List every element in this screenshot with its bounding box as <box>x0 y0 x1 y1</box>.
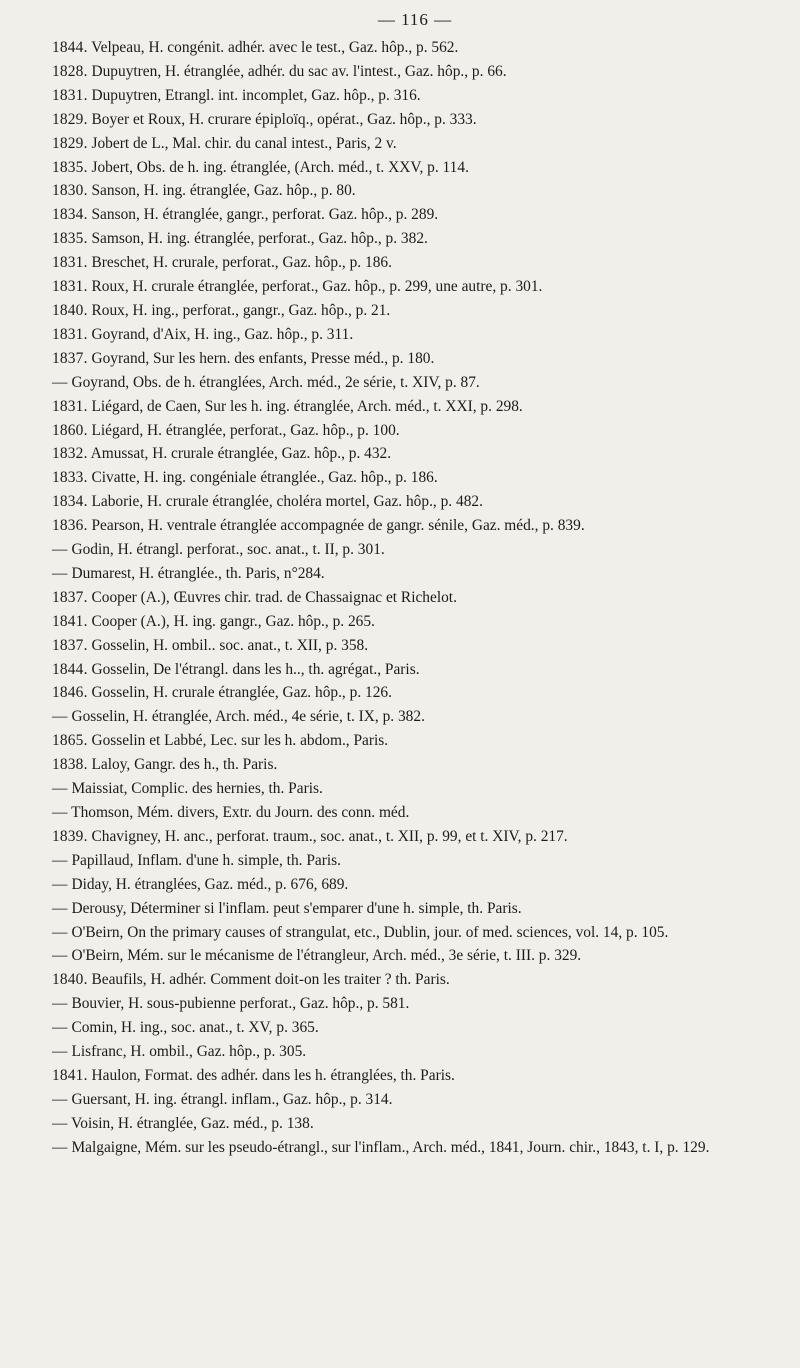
bibliography-entry <box>52 347 760 371</box>
bibliography-entry <box>52 203 760 227</box>
entry-text: Dumarest, H. étranglée., th. Paris, n°284. <box>71 564 325 582</box>
entry-year: — <box>52 708 68 726</box>
entry-text: Diday, H. étranglées, Gaz. méd., p. 676, 689. <box>71 875 349 893</box>
entry-year: — <box>52 1043 68 1061</box>
entry-year: 1844. <box>52 660 88 678</box>
entry-year: 1831. <box>52 278 88 296</box>
entry-year: — <box>52 1114 68 1132</box>
entry-text: Liégard, de Caen, Sur les h. ing. étranglée, Arch. méd., t. XXI, p. 298. <box>91 397 523 415</box>
bibliography-entry <box>52 562 760 586</box>
entry-year: — <box>52 995 68 1013</box>
entry-year: 1829. <box>52 110 88 128</box>
entry-year: 1837. <box>52 636 88 654</box>
bibliography-entry <box>52 777 760 801</box>
bibliography-entry <box>52 681 760 705</box>
entry-text: Samson, H. ing. étranglée, perforat., Gaz. hôp., p. 382. <box>91 230 428 248</box>
bibliography-entry <box>52 921 760 945</box>
entry-year: 1837. <box>52 588 88 606</box>
bibliography-entry <box>52 968 760 992</box>
entry-text: Thomson, Mém. divers, Extr. du Journ. des conn. méd. <box>71 804 410 821</box>
page-number: — 116 — <box>377 10 453 29</box>
bibliography-entry <box>52 371 760 395</box>
entry-text: Dupuytren, H. étranglée, adhér. du sac av. l'intest., Gaz. hôp., p. 66. <box>91 62 507 80</box>
entry-year: 1834. <box>52 493 88 511</box>
entry-text: O'Beirn, Mém. sur le mécanisme de l'étrangleur, Arch. méd., 3e série, t. III. p. 329. <box>71 947 582 965</box>
entry-text: Haulon, Format. des adhér. dans les h. étranglées, th. Paris. <box>91 1066 455 1084</box>
bibliography-entry <box>52 36 760 60</box>
bibliography-entry <box>52 1040 760 1064</box>
entry-text: Cooper (A.), H. ing. gangr., Gaz. hôp., p. 265. <box>91 612 375 630</box>
entry-text: Malgaigne, Mém. sur les pseudo-étrangl., sur l'inflam., Arch. méd., 1841, Journ. chir., 1843, t. I, p. 129. <box>71 1138 710 1156</box>
entry-year: 1841. <box>52 612 88 630</box>
entry-text: Roux, H. crurale étranglée, perforat., Gaz. hôp., p. 299, une autre, p. 301. <box>91 278 543 296</box>
entry-year: — <box>52 923 68 941</box>
bibliography-entry <box>52 227 760 251</box>
entry-year: 1834. <box>52 206 88 224</box>
entry-text: Roux, H. ing., perforat., gangr., Gaz. hôp., p. 21. <box>91 301 391 319</box>
entry-year: — <box>52 780 68 798</box>
entry-text: Goyrand, d'Aix, H. ing., Gaz. hôp., p. 311. <box>91 325 354 343</box>
entry-year: 1831. <box>52 86 88 104</box>
bibliography-entry <box>52 1136 760 1160</box>
entry-text: Laborie, H. crurale étranglée, choléra mortel, Gaz. hôp., p. 482. <box>91 493 483 511</box>
bibliography-entry <box>52 586 760 610</box>
bibliography-entry <box>52 108 760 132</box>
entry-text: Derousy, Déterminer si l'inflam. peut s'emparer d'une h. simple, th. Paris. <box>71 899 522 917</box>
bibliography-entry <box>52 897 760 921</box>
bibliography-entry <box>52 610 760 634</box>
bibliography-entry <box>52 1088 760 1112</box>
bibliography-entry <box>52 419 760 443</box>
bibliography-entry <box>52 156 760 180</box>
entry-year: — <box>52 1138 68 1156</box>
entry-year: 1835. <box>52 230 88 248</box>
bibliography-entry <box>52 801 760 825</box>
bibliography-entry <box>52 84 760 108</box>
entry-text: Gosselin, De l'étrangl. dans les h.., th. agrégat., Paris. <box>91 660 420 678</box>
entry-year: 1835. <box>52 158 88 176</box>
entry-text: Voisin, H. étranglée, Gaz. méd., p. 138. <box>71 1114 314 1132</box>
entry-year: — <box>52 899 68 917</box>
entry-year: 1838. <box>52 756 88 774</box>
entry-text: Lisfranc, H. ombil., Gaz. hôp., p. 305. <box>71 1043 307 1061</box>
entry-text: Goyrand, Obs. de h. étranglées, Arch. méd., 2e série, t. XIV, p. 87. <box>71 373 480 391</box>
bibliography-entry <box>52 323 760 347</box>
entry-text: Beaufils, H. adhér. Comment doit-on les traiter ? th. Paris. <box>91 971 450 989</box>
entry-text: Breschet, H. crurale, perforat., Gaz. hôp., p. 186. <box>91 254 392 272</box>
entry-text: O'Beirn, On the primary causes of strangulat, etc., Dublin, jour. of med. sciences, vol. 14, p. 105. <box>71 923 669 941</box>
bibliography-entry <box>52 1064 760 1088</box>
entry-year: 1836. <box>52 517 88 535</box>
entry-year: — <box>52 1019 68 1037</box>
entry-text: Liégard, H. étranglée, perforat., Gaz. hôp., p. 100. <box>91 421 400 439</box>
entry-year: 1839. <box>52 827 88 845</box>
bibliography-entry <box>52 299 760 323</box>
bibliography-entry <box>52 179 760 203</box>
entry-text: Jobert de L., Mal. chir. du canal intest., Paris, 2 v. <box>91 134 397 152</box>
bibliography-entry <box>52 849 760 873</box>
bibliography-entry <box>52 658 760 682</box>
entry-year: 1831. <box>52 254 88 272</box>
entry-text: Sanson, H. étranglée, gangr., perforat. Gaz. hôp., p. 289. <box>91 206 439 224</box>
entry-year: — <box>52 564 68 582</box>
entry-year: 1846. <box>52 684 88 702</box>
bibliography-entry <box>52 729 760 753</box>
entry-text: Gosselin, H. ombil.. soc. anat., t. XII, p. 358. <box>91 636 369 654</box>
entry-year: — <box>52 373 68 391</box>
entry-year: — <box>52 541 68 559</box>
bibliography-entry <box>52 944 760 968</box>
entry-text: Goyrand, Sur les hern. des enfants, Presse méd., p. 180. <box>91 349 435 367</box>
bibliography-entry <box>52 514 760 538</box>
bibliography-entry <box>52 442 760 466</box>
entry-text: Comin, H. ing., soc. anat., t. XV, p. 365. <box>71 1019 319 1037</box>
entry-year: — <box>52 851 68 869</box>
entry-year: — <box>52 804 68 821</box>
entry-text: Gosselin et Labbé, Lec. sur les h. abdom., Paris. <box>91 732 389 750</box>
entry-text: Godin, H. étrangl. perforat., soc. anat., t. II, p. 301. <box>71 541 385 559</box>
bibliography-entry <box>52 275 760 299</box>
bibliography-entry <box>52 466 760 490</box>
entry-text: Boyer et Roux, H. crurare épiploïq., opérat., Gaz. hôp., p. 333. <box>91 110 477 128</box>
bibliography-list <box>52 36 760 1160</box>
bibliography-entry <box>52 634 760 658</box>
entry-year: 1829. <box>52 134 88 152</box>
entry-year: 1832. <box>52 445 88 463</box>
entry-text: Chavigney, H. anc., perforat. traum., soc. anat., t. XII, p. 99, et t. XIV, p. 217. <box>91 827 568 845</box>
entry-year: 1830. <box>52 182 88 200</box>
bibliography-entry <box>52 490 760 514</box>
entry-text: Jobert, Obs. de h. ing. étranglée, (Arch. méd., t. XXV, p. 114. <box>91 158 469 176</box>
entry-year: 1837. <box>52 349 88 367</box>
entry-year: — <box>52 875 68 893</box>
entry-text: Pearson, H. ventrale étranglée accompagnée de gangr. sénile, Gaz. méd., p. 839. <box>91 517 585 535</box>
entry-year: 1860. <box>52 421 88 439</box>
entry-year: 1865. <box>52 732 88 750</box>
entry-year: 1828. <box>52 62 88 80</box>
entry-text: Maissiat, Complic. des hernies, th. Paris. <box>71 780 323 798</box>
entry-year: 1831. <box>52 397 88 415</box>
entry-year: — <box>52 947 68 965</box>
entry-year: 1840. <box>52 971 88 989</box>
bibliography-entry <box>52 1016 760 1040</box>
entry-year: 1833. <box>52 469 88 487</box>
entry-year: 1831. <box>52 325 88 343</box>
entry-year: 1844. <box>52 39 88 56</box>
bibliography-entry <box>52 873 760 897</box>
entry-text: Sanson, H. ing. étranglée, Gaz. hôp., p. 80. <box>91 182 356 200</box>
entry-text: Cooper (A.), Œuvres chir. trad. de Chassaignac et Richelot. <box>91 588 457 606</box>
entry-text: Dupuytren, Etrangl. int. incomplet, Gaz. hôp., p. 316. <box>91 86 421 104</box>
bibliography-entry <box>52 992 760 1016</box>
bibliography-entry <box>52 538 760 562</box>
entry-text: Velpeau, H. congénit. adhér. avec le test., Gaz. hôp., p. 562. <box>91 39 459 56</box>
entry-year: 1840. <box>52 301 88 319</box>
bibliography-entry <box>52 825 760 849</box>
bibliography-entry <box>52 753 760 777</box>
bibliography-entry <box>52 132 760 156</box>
bibliography-entry <box>52 251 760 275</box>
entry-text: Civatte, H. ing. congéniale étranglée., Gaz. hôp., p. 186. <box>91 469 438 487</box>
bibliography-entry <box>52 1112 760 1136</box>
bibliography-entry <box>52 395 760 419</box>
entry-text: Bouvier, H. sous-pubienne perforat., Gaz. hôp., p. 581. <box>71 995 410 1013</box>
entry-text: Amussat, H. crurale étranglée, Gaz. hôp., p. 432. <box>90 445 392 463</box>
entry-text: Gosselin, H. crurale étranglée, Gaz. hôp., p. 126. <box>91 684 392 702</box>
entry-year: — <box>52 1090 68 1108</box>
entry-text: Laloy, Gangr. des h., th. Paris. <box>91 756 278 774</box>
bibliography-entry <box>52 705 760 729</box>
entry-text: Gosselin, H. étranglée, Arch. méd., 4e série, t. IX, p. 382. <box>71 708 425 726</box>
entry-text: Papillaud, Inflam. d'une h. simple, th. Paris. <box>71 851 341 869</box>
bibliography-entry <box>52 60 760 84</box>
entry-text: Guersant, H. ing. étrangl. inflam., Gaz. hôp., p. 314. <box>71 1090 393 1108</box>
entry-year: 1841. <box>52 1066 88 1084</box>
